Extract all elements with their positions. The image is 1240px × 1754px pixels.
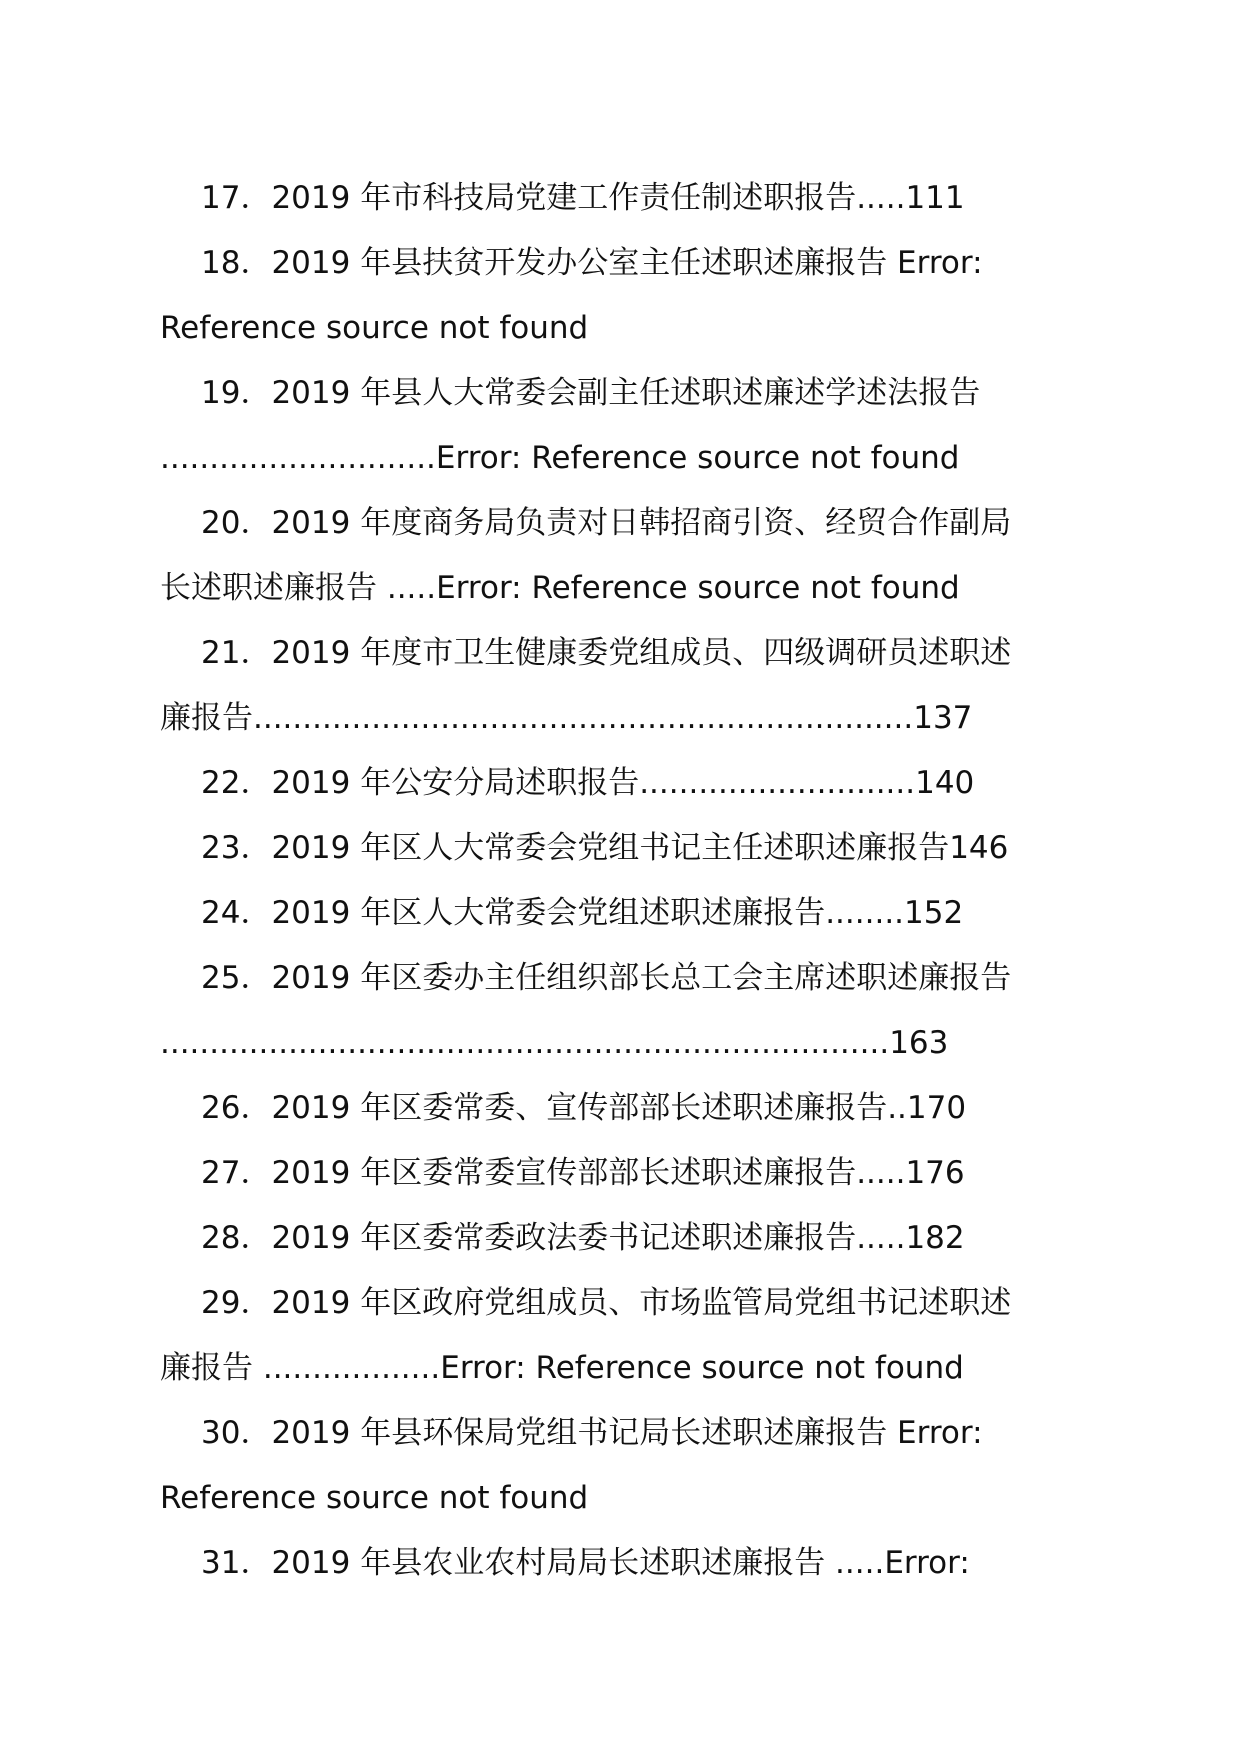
toc-line: 长述职述廉报告 .....Error: Reference source not found: [160, 570, 960, 606]
toc-line: 20．2019 年度商务局负责对日韩招商引资、经贸合作副局: [201, 505, 1012, 541]
toc-line: ..........................................................................163: [160, 1025, 949, 1061]
toc-line: 29．2019 年区政府党组成员、市场监管局党组书记述职述: [201, 1285, 1012, 1321]
toc-line: 18．2019 年县扶贫开发办公室主任述职述廉报告 Error:: [201, 245, 983, 281]
toc-line: 26．2019 年区委常委、宣传部部长述职述廉报告..170: [201, 1090, 967, 1126]
toc-line: 24．2019 年区人大常委会党组述职述廉报告........152: [201, 895, 964, 931]
toc-line: 27．2019 年区委常委宣传部部长述职述廉报告.....176: [201, 1155, 965, 1191]
toc-line: Reference source not found: [160, 1480, 589, 1516]
toc-line: 23．2019 年区人大常委会党组书记主任述职述廉报告146: [201, 830, 1009, 866]
toc-line: 19．2019 年县人大常委会副主任述职述廉述学述法报告: [201, 375, 981, 411]
toc-line: 廉报告 ..................Error: Reference source not found: [160, 1350, 964, 1386]
toc-line: 廉报告...................................................................137: [160, 700, 973, 736]
toc-line: 30．2019 年县环保局党组书记局长述职述廉报告 Error:: [201, 1415, 983, 1451]
toc-line: 21．2019 年度市卫生健康委党组成员、四级调研员述职述: [201, 635, 1012, 671]
toc-line: 17．2019 年市科技局党建工作责任制述职报告.....111: [201, 180, 965, 216]
toc-page: [160, 166, 1120, 1596]
toc-line: 22．2019 年公安分局述职报告............................140: [201, 765, 975, 801]
toc-line: 28．2019 年区委常委政法委书记述职述廉报告.....182: [201, 1220, 965, 1256]
toc-line: 31．2019 年县农业农村局局长述职述廉报告 .....Error:: [201, 1545, 970, 1581]
toc-line: 25．2019 年区委办主任组织部长总工会主席述职述廉报告: [201, 960, 1012, 996]
toc-line: ............................Error: Reference source not found: [160, 440, 960, 476]
toc-line: Reference source not found: [160, 310, 589, 346]
